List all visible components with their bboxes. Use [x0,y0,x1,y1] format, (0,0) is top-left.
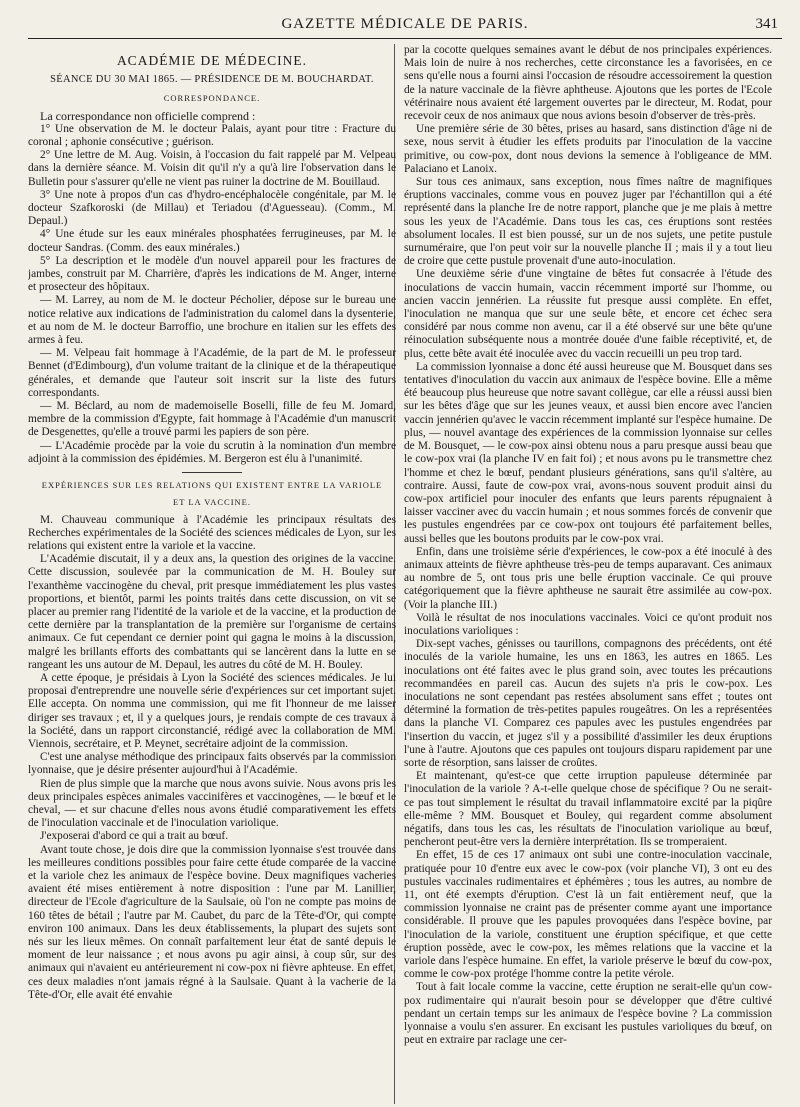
paragraph: J'exposerai d'abord ce qui a trait au bœuf. [40,830,229,843]
paragraph: Avant toute chose, je dois dire que la commission lyonnaise s'est trouvée dans les meilleures conditions possibles pour faire cette étude comparée de la vaccine et la variole chez les animaux de l'espèce bovine. Deux magnifiques vacheries avaient été mises entièrement à notre disposition : l'une par M. Lanillier, directeur de l'Ecole d'agriculture de la Saulsaie, où l'on ne compte pas moins de 160 têtes de bétail ; l'autre par M. Caubet, du parc de la Tête-d'Or, qui compte environ 100 animaux. Dans les deux établissements, la plupart des sujets sont nés sur les lieux mêmes. On connaît parfaitement leur état de santé depuis le moment de leur naissance ; et nous avons pu agir ainsi, à coup sûr, sur des animaux qui n'avaient eu antérieurement ni cow-pox ni fièvre aphteuse. En effet, ces deux maladies n'ont jamais régné à la Saulsaie. Quant à la vacherie de la Tête-d'Or, elle avait été envahie [28,843,396,1001]
paragraph: Une première série de 30 bêtes, prises au hasard, sans distinction d'âge ni de sexe, nous servit à étudier les effets produits par l'inoculation de la vaccine primitive, ou cow-pox, dont nous devions la semence à l'obligeance de MM. Palaciano et Lanoix. [404,123,772,175]
paragraph: Enfin, dans une troisième série d'expériences, le cow-pox a été inoculé à des animaux atteints de fièvre aphtheuse très-peu de temps auparavant. Ces animaux au nombre de 5, ont tous pris une belle éruption vaccinale. Ce qui prouve catégoriquement que la fièvre aphtheuse ne saurait être assimilée au cow-pox. (Voir la planche III.) [404,545,772,611]
correspondence-heading: CORRESPONDANCE. [163,93,261,104]
paragraph: C'est une analyse méthodique des principaux faits observés par la commission lyonnaise, que je désire présenter aujourd'hui à l'Académie. [28,751,396,777]
paragraph: 5° La description et le modèle d'un nouvel appareil pour les fractures de jambes, construit par M. Charrière, d'après les indications de M. Anger, interne et prosecteur des hôpitaux. [28,254,396,294]
paragraph: 1° Une observation de M. le docteur Palais, ayant pour titre : Fracture du coronal ; aphonie consécutive ; guérison. [28,122,396,149]
paragraph: Dix-sept vaches, génisses ou taurillons, compagnons des précédents, ont été inoculés de la variole humaine, les uns en 1863, les autres en 1865. Les inoculations ont été faites avec le plus grand soin, avec toutes les précautions recommandées en pareil cas. Aucun des sujets n'a pris le cow-pox. Les inoculations ne sont cependant pas restées absolument sans effet ; toutes ont déterminé la formation de très-petites papules rougeâtres. On les a représentées dans la planche VI. Comparez ces papules avec les pustules engendrées par l'insertion du vaccin, et jugez s'il y a possibilité d'assimiler les deux éruptions l'une à l'autre. Ajoutons que ces papules ont toujours disparu rapidement par une sorte de résorption, sans laisser de croûtes. [404,638,772,769]
paragraph: — M. Velpeau fait hommage à l'Académie, de la part de M. le professeur Bennet (d'Edimbourg), d'un volume traitant de la clinique et de la thérapeutique générales, et demande que l'auteur soit inscrit sur la liste des futurs correspondants. [28,347,396,399]
paragraph: Sur tous ces animaux, sans exception, nous fîmes naître de magnifiques éruptions vaccinales, comme vous en pouvez juger par l'échantillon qui a été représenté dans la planche Ire de notre rapport, planche que je me plais à mettre sous les yeux de l'Académie. Dans tous les cas, ces éruptions sont restées absolument locales. Il est bien poussé, sur un de nos sujets, une petite pustule surnuméraire, que l'on peut voir sur la nouvelle planche II ; mais il y a tout lieu de croire que cette pustule provenait d'une auto-inoculation. [404,176,772,268]
left-column [28,44,396,1102]
separator-rule [182,472,242,473]
paragraph: Tout à fait locale comme la vaccine, cette éruption ne serait-elle qu'un cow-pox rudimentaire qui n'aurait besoin pour se développer que d'être cultivé pendant un certain temps sur les animaux de l'espèce bovine ? La commission lyonnaise a voulu s'en assurer. En excisant les pustules varioliques du bœuf, on peut en extraire par raclage une cer- [404,981,772,1047]
paragraph: L'Académie discutait, il y a deux ans, la question des origines de la vaccine. Cette discussion, soulevée par la communication de M. H. Bouley sur l'exanthème vaccinogène du cheval, prit presque immédiatement les plus vastes proportions, et bientôt, parmi les points traités dans cette discussion, on vit se placer au premier rang l'identité de la variole et de la vaccine, et la production de cette dernière par la transplantation de la première sur l'organisme de certains animaux. Ce fut cependant ce dernier point qui gagna le moins à la discussion, malgré les brillants efforts des combattants qui se lancèrent dans la lutte en se rangeant les uns autour de M. Depaul, les autres du côté de M. H. Bouley. [28,553,396,671]
article-heading: ET LA VACCINE. [173,497,251,508]
running-title: GAZETTE MÉDICALE DE PARIS. [281,16,529,32]
paragraph: La commission lyonnaise a donc été aussi heureuse que M. Bousquet dans ses tentatives d'inoculation du vaccin aux animaux de l'espèce bovine. Elle a même été beaucoup plus heureuse que notre savant collègue, car elle a réussi aussi bien sur les bêtes d'âge que sur les jeunes veaux, et aussi bien encore avec l'ancien vaccin jennérien qu'avec le vaccin récemment implanté sur l'espèce humaine. De plus, — nouvel avantage des expériences de la commission lyonnaise sur celles de M. Bousquet, — le cow-pox ainsi obtenu nous a paru presque aussi beau que le cow-pox vrai (la planche IV en fait foi) ; et nous avons pu le transmettre chez l'homme et chez le bœuf, pendant plusieurs générations, sans qu'il s'altère, au contraire. Aussi, faute de cow-pox vrai, avons-nous souvent produit ainsi du cow-pox artificiel pour inoculer des enfants que leurs parents répugnaient à laisser vacciner avec du vaccin humain ; et nous sommes forcés de convenir que les pustules engendrées par ce cow-pox ont toujours été parfaitement belles, aussi belles que les boutons produits par le cow-pox vrai. [404,360,772,545]
paragraph: — M. Béclard, au nom de mademoiselle Boselli, fille de feu M. Jomard, membre de la commission d'Egypte, fait hommage à l'Académie d'un manuscrit de Desgenettes, qu'elle a trouvé parmi les papiers de son père. [28,400,396,439]
paragraph: Voilà le résultat de nos inoculations vaccinales. Voici ce qu'ont produit nos inoculations varioliques : [404,611,772,637]
right-column [404,44,772,1102]
correspondence-intro: La correspondance non officielle comprend : [40,108,256,123]
running-header [28,16,782,39]
paragraph: — L'Académie procède par la voie du scrutin à la nomination d'un membre adjoint à la commission des épidémies. M. Bergeron est élu à l'unanimité. [28,439,396,465]
paragraph: — M. Larrey, au nom de M. le docteur Pécholier, dépose sur le bureau une notice relative aux indications de l'administration du calomel dans la dysenterie, et au nom de M. le docteur Barroffio, une brochure en italien sur les effets des armes à feu. [28,294,396,347]
paragraph: 2° Une lettre de M. Aug. Voisin, à l'occasion du fait rappelé par M. Velpeau dans la dernière séance. M. Voisin dit qu'il n'y a qu'à lire l'observation dans le Bulletin pour s'assurer qu'elle ne vient pas ruiner la doctrine de M. Bouillaud. [28,149,396,188]
paragraph: A cette époque, je présidais à Lyon la Société des sciences médicales. Je lui proposai d'entreprendre une nouvelle série d'expériences sur cet important sujet. Elle accepta. On nomma une commission, qui me fit l'honneur de me laisser diriger ses travaux ; et, il y a quelques jours, je rendais compte de ces travaux à la Société, dans un rapport circonstancié, rédigé avec la collaboration de MM. Viennois, secrétaire, et P. Meynet, secrétaire adjoint de la commission. [28,671,396,750]
paragraph: Une deuxième série d'une vingtaine de bêtes fut consacrée à l'étude des inoculations de vaccin humain, vaccin récemment importé sur l'homme, ou ancien vaccin jennérien. La réussite fut presque aussi complète. En effet, l'inoculation ne manqua que sur une seule bête, et encore cet échec sera considéré par nous comme non avenu, car il a été observé sur une bête qu'une réinoculation subséquente nous a montrée douée d'une faible réceptivité, et, de plus, cette bête avait été inoculée avec du vaccin recueilli un peu trop tard. [404,268,772,360]
paragraph: 3° Une note à propos d'un cas d'hydro-encéphalocèle congénitale, par M. le docteur Szafkoroski (de Millau) et Teriadou (d'Aguesseau). (Comm., M. Depaul.) [28,188,396,228]
paragraph: Rien de plus simple que la marche que nous avons suivie. Nous avons pris les deux principales espèces animales vaccinifères et vaccinogènes, — le bœuf et le cheval, — et sur chacune d'elles nous avons étudié comparativement les effets de l'inoculation vaccinale et de l'inoculation variolique. [28,777,396,830]
paragraph: M. Chauveau communique à l'Académie les principaux résultats des Recherches expérimentales de la Société des sciences médicales de Lyon, sur les relations qui existent entre la variole et la vaccine. [28,513,396,552]
paragraph: Et maintenant, qu'est-ce que cette irruption papuleuse déterminée par l'inoculation de la variole ? A-t-elle quelque chose de spécifique ? Ou ne serait-ce pas tout simplement le résultat du travail inflammatoire excité par la piqûre elle-même ? MM. Bousquet et Bouley, qui regardent comme absolument négatifs, dans tous les cas, les résultats de l'inoculation variolique au bœuf, pencheront peut-être vers la dernière interprétation. Ils se tromperaient. [404,770,772,849]
page-number: 341 [755,16,778,32]
session-line: SÉANCE DU 30 MAI 1865. — PRÉSIDENCE DE M. BOUCHARDAT. [50,74,374,86]
paragraph: 4° Une étude sur les eaux minérales phosphatées ferrugineuses, par M. le docteur Sandras. (Comm. des eaux minérales.) [28,228,396,254]
article-heading: EXPÉRIENCES SUR LES RELATIONS QUI EXISTENT ENTRE LA VARIOLE [41,480,383,491]
paragraph: par la cocotte quelques semaines avant le début de nos principales expériences. Mais loin de nuire à nos recherches, cette circonstance les a favorisées, en ce sens qu'elle nous a fourni ainsi l'occasion de résoudre accessoirement la question de la nature vaccinale de la fièvre aphtheuse. Ajoutons que les portes de l'Ecole vétérinaire nous avaient été largement ouvertes par le directeur, M. Rodat, pour recevoir ceux de nos animaux que nous avions besoin d'observer de très-près. [404,44,772,123]
paragraph: En effet, 15 de ces 17 animaux ont subi une contre-inoculation vaccinale, pratiquée pour 10 d'entre eux avec le cow-pox (voir planche VI), 3 ont eu des pustules vaccinales rudimentaires et éphémères ; tous les autres, au nombre de 11, ont été exempts d'éruption. C'est là un fait entièrement neuf, que la commission lyonnaise ne craint pas de présenter comme ayant une importance considérable. Il prouve que les papules provoquées dans l'espèce bovine, par l'inoculation de la variole, constituent une éruption spécifique, et que cette éruption possède, avec le cow-pox, les mêmes relations que la vaccine et la variole dans l'espèce humaine. En effet, la variole préserve le bœuf du cow-pox, comme le cow-pox protége l'homme contre la petite vérole. [404,849,772,981]
section-title: ACADÉMIE DE MÉDECINE. [116,53,308,68]
